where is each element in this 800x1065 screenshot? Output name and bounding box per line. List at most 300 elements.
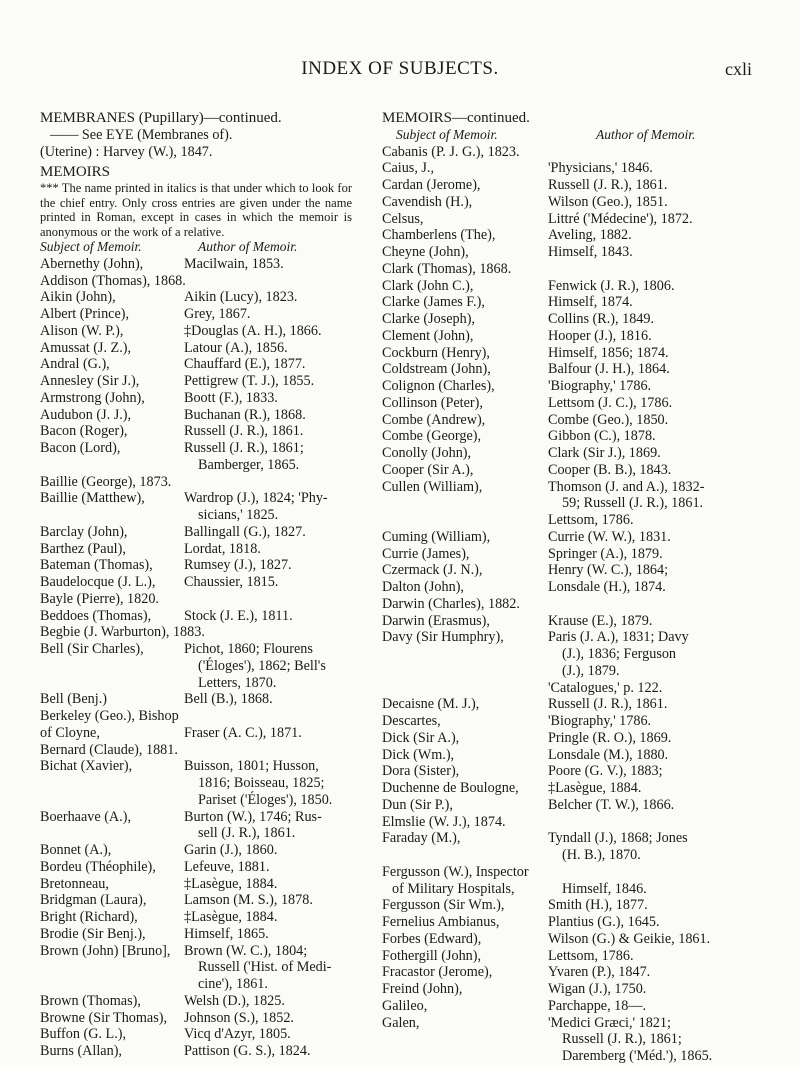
author-line: Currie (W. W.), 1831. xyxy=(548,528,671,545)
subject-line: Cuming (William), xyxy=(382,528,491,545)
memoir-author xyxy=(184,725,352,742)
author-line: Pringle (R. O.), 1869. xyxy=(548,729,672,746)
author-heading: Author of Memoir. xyxy=(596,126,696,142)
author-line: (H. B.), 1870. xyxy=(562,847,641,863)
author-line: Letters, 1870. xyxy=(198,674,277,691)
memoir-subject xyxy=(382,948,548,965)
subject-line: Bacon (Roger), xyxy=(40,423,128,440)
subject-line: Barthez (Paul), xyxy=(40,540,126,557)
index-entry xyxy=(40,892,352,909)
memoir-subject xyxy=(382,462,548,479)
author-line: Springer (A.), 1879. xyxy=(548,545,663,562)
author-line: 'Catalogues,' p. 122. xyxy=(548,679,663,696)
author-line: Daremberg ('Méd.'), 1865. xyxy=(562,1048,713,1064)
author-line: ('Éloges'), 1862; Bell's xyxy=(198,657,326,674)
author-line: Russell ('Hist. of Medi- xyxy=(198,959,332,976)
memoir-subject xyxy=(40,407,184,424)
author-line: Garin (J.), 1860. xyxy=(184,842,278,858)
subject-line: Decaisne (M. J.), xyxy=(382,696,480,713)
memoir-author xyxy=(184,390,352,407)
subject-line: Fergusson (W.), Inspector xyxy=(382,863,529,880)
author-line: Lefeuve, 1881. xyxy=(184,858,270,875)
subject-line: Audubon (J. J.), xyxy=(40,406,132,423)
author-line: 1816; Boisseau, 1825; xyxy=(198,775,325,791)
index-entry xyxy=(382,294,760,311)
index-entry xyxy=(40,373,352,390)
memoir-subject xyxy=(382,211,548,228)
author-line: Lettsom (J. C.), 1786. xyxy=(548,394,673,411)
subject-line: Bordeu (Théophile), xyxy=(40,858,156,875)
memoir-author xyxy=(548,378,760,395)
memoir-author xyxy=(184,407,352,424)
memoir-subject xyxy=(382,562,548,579)
right-column xyxy=(382,110,760,1065)
column-headings xyxy=(40,239,352,256)
memoir-author xyxy=(548,227,760,244)
memoir-subject xyxy=(40,892,184,909)
section-heading-memoirs: MEMOIRS xyxy=(40,164,111,181)
memoir-author xyxy=(548,244,760,261)
author-line: Burton (W.), 1746; Rus- xyxy=(184,808,322,825)
left-column xyxy=(40,110,352,1060)
author-line: Belcher (T. W.), 1866. xyxy=(548,796,675,813)
memoir-author xyxy=(184,356,352,373)
index-entry: Bayle (Pierre), 1820. xyxy=(40,590,159,607)
author-line: 'Physicians,' 1846. xyxy=(548,160,653,177)
memoir-subject xyxy=(382,412,548,429)
memoir-subject xyxy=(382,294,548,311)
memoir-author xyxy=(548,763,760,780)
index-entry: Elmslie (W. J.), 1874. xyxy=(382,813,506,830)
memoir-author xyxy=(548,529,760,546)
subject-line: Davy (Sir Humphry), xyxy=(382,629,504,646)
author-line: Rumsey (J.), 1827. xyxy=(184,557,292,574)
page-header xyxy=(0,58,800,84)
memoir-subject xyxy=(40,758,184,775)
index-entry: Addison (Thomas), 1868. xyxy=(40,272,186,289)
memoir-subject xyxy=(382,445,548,462)
memoir-subject xyxy=(382,613,548,630)
memoir-author xyxy=(184,993,352,1010)
author-line: ‡Lasègue, 1884. xyxy=(184,909,278,925)
index-entry xyxy=(382,227,760,244)
memoir-subject xyxy=(382,998,548,1015)
author-line: Plantius (G.), 1645. xyxy=(548,914,660,930)
subject-line: Faraday (M.), xyxy=(382,830,461,847)
memoir-subject xyxy=(40,608,184,625)
author-line: cine'), 1861. xyxy=(198,976,268,992)
subject-line: Bright (Richard), xyxy=(40,909,138,925)
entry-uterine: (Uterine) : Harvey (W.), 1847. xyxy=(40,143,213,160)
author-line: Russell (J. R.), 1861; xyxy=(562,1031,682,1048)
subject-line: of Military Hospitals, xyxy=(392,880,515,897)
memoir-author xyxy=(548,194,760,211)
memoir-author xyxy=(548,177,760,194)
subject-line: Clarke (Joseph), xyxy=(382,311,475,327)
subject-line: Alison (W. P.), xyxy=(40,322,124,339)
subject-line: Beddoes (Thomas), xyxy=(40,607,152,624)
author-line: Wilson (Geo.), 1851. xyxy=(548,193,668,210)
subject-line: Dun (Sir P.), xyxy=(382,796,453,813)
memoir-subject xyxy=(382,763,548,780)
author-line: Chauffard (E.), 1877. xyxy=(184,356,306,373)
index-entry xyxy=(40,490,352,524)
author-line: Grey, 1867. xyxy=(184,306,251,322)
memoir-author xyxy=(184,306,352,323)
subject-line: Dalton (John), xyxy=(382,579,464,595)
subject-line: Boerhaave (A.), xyxy=(40,808,131,825)
running-title: INDEX OF SUBJECTS. xyxy=(301,58,499,79)
left-entries xyxy=(40,256,352,1060)
author-line: Himself, 1874. xyxy=(548,294,633,311)
index-entry xyxy=(382,361,760,378)
author-line: Wilson (G.) & Geikie, 1861. xyxy=(548,930,711,947)
index-entry xyxy=(40,691,352,708)
subject-line: Chamberlens (The), xyxy=(382,227,496,244)
subject-line: Duchenne de Boulogne, xyxy=(382,780,519,796)
author-line: Lettsom, 1786. xyxy=(548,947,634,964)
subject-line: Coldstream (John), xyxy=(382,361,491,378)
memoir-subject xyxy=(382,244,548,261)
index-entry xyxy=(382,311,760,328)
memoir-subject xyxy=(382,378,548,395)
memoir-subject xyxy=(382,696,548,713)
subject-line: Darwin (Erasmus), xyxy=(382,612,490,629)
index-entry xyxy=(40,1010,352,1027)
index-entry xyxy=(40,758,352,808)
subject-line: Bichat (Xavier), xyxy=(40,758,133,775)
memoir-author xyxy=(184,943,352,993)
editorial-note: *** The name printed in italics is that under which to look for the chief entry. Only cross entries are given under the name printed in Roman, except in cases in which the memoir is anonymous or the work of a relative. xyxy=(40,181,352,239)
author-line: Aikin (Lucy), 1823. xyxy=(184,289,298,306)
index-entry xyxy=(40,909,352,926)
subject-line: Forbes (Edward), xyxy=(382,930,482,947)
memoir-subject xyxy=(40,943,184,960)
author-line xyxy=(548,864,760,881)
index-entry xyxy=(382,696,760,713)
index-entry: Clark (Thomas), 1868. xyxy=(382,260,512,277)
memoir-author xyxy=(184,574,352,591)
memoir-subject xyxy=(40,557,184,574)
index-entry xyxy=(40,524,352,541)
memoir-author xyxy=(548,278,760,295)
memoir-subject xyxy=(382,830,548,847)
memoir-author xyxy=(184,876,352,893)
author-line: Himself, 1856; 1874. xyxy=(548,344,669,361)
index-entry xyxy=(40,574,352,591)
index-entry: Cabanis (P. J. G.), 1823. xyxy=(382,143,520,160)
author-line: Lordat, 1818. xyxy=(184,540,261,557)
memoir-subject xyxy=(40,373,184,390)
author-line: Pettigrew (T. J.), 1855. xyxy=(184,373,315,389)
memoir-author xyxy=(548,747,760,764)
memoir-subject xyxy=(382,864,548,898)
memoir-author xyxy=(548,311,760,328)
index-entry: Baillie (George), 1873. xyxy=(40,473,172,490)
author-line: 59; Russell (J. R.), 1861. xyxy=(562,495,704,512)
author-line: sicians,' 1825. xyxy=(198,507,279,523)
index-entry xyxy=(382,462,760,479)
index-entry xyxy=(40,725,352,742)
memoir-subject xyxy=(40,691,184,708)
subject-line: Cooper (Sir A.), xyxy=(382,461,474,478)
memoir-author xyxy=(548,361,760,378)
memoir-author xyxy=(184,1010,352,1027)
author-line: Poore (G. V.), 1883; xyxy=(548,763,663,780)
index-entry xyxy=(382,1015,760,1065)
memoir-subject xyxy=(40,423,184,440)
index-entry xyxy=(382,244,760,261)
subject-line: Combe (Andrew), xyxy=(382,411,486,428)
subject-line xyxy=(382,680,548,697)
subject-line: Dora (Sister), xyxy=(382,763,460,780)
subject-line: Descartes, xyxy=(382,713,441,729)
author-line: Pichot, 1860; Flourens xyxy=(184,641,313,657)
entry-see-eye: —— See EYE (Membranes of). xyxy=(50,126,233,143)
subject-line: Barclay (John), xyxy=(40,523,128,540)
memoir-author xyxy=(184,289,352,306)
author-line: Himself, 1865. xyxy=(184,925,269,942)
memoir-author xyxy=(548,864,760,898)
index-entry: Begbie (J. Warburton), 1883. xyxy=(40,624,205,641)
memoir-author xyxy=(184,373,352,390)
index-entry xyxy=(382,780,760,797)
memoir-subject xyxy=(382,747,548,764)
author-line: ‡Lasègue, 1884. xyxy=(548,780,642,796)
author-line: Welsh (D.), 1825. xyxy=(184,992,285,1009)
memoir-author xyxy=(184,440,352,474)
memoir-author xyxy=(548,345,760,362)
subject-line: Bonnet (A.), xyxy=(40,842,112,858)
index-entry: Berkeley (Geo.), Bishop xyxy=(40,708,179,724)
index-entry xyxy=(382,395,760,412)
subject-line: Bacon (Lord), xyxy=(40,440,121,456)
subject-line: Brown (John) [Bruno], xyxy=(40,942,171,959)
author-line: Paris (J. A.), 1831; Davy xyxy=(548,629,689,646)
memoir-author xyxy=(184,541,352,558)
subject-line: Brodie (Sir Benj.), xyxy=(40,925,146,942)
index-entry xyxy=(382,797,760,814)
subject-line: Bell (Benj.) xyxy=(40,691,107,708)
memoir-subject xyxy=(382,797,548,814)
index-entry xyxy=(40,340,352,357)
memoir-subject xyxy=(382,160,548,177)
author-line: Wardrop (J.), 1824; 'Phy- xyxy=(184,490,328,507)
author-line: Krause (E.), 1879. xyxy=(548,612,653,629)
memoir-subject xyxy=(382,546,548,563)
memoir-subject xyxy=(382,278,548,295)
memoir-subject xyxy=(382,328,548,345)
index-entry xyxy=(382,680,760,697)
index-entry xyxy=(382,613,760,630)
author-line: Lettsom, 1786. xyxy=(548,512,634,528)
author-line: Brown (W. C.), 1804; xyxy=(184,942,308,959)
author-line: Fenwick (J. R.), 1806. xyxy=(548,277,675,294)
memoir-author xyxy=(548,931,760,948)
subject-line: Celsus, xyxy=(382,210,424,227)
index-entry xyxy=(382,428,760,445)
memoir-author xyxy=(548,613,760,630)
author-line: Johnson (S.), 1852. xyxy=(184,1009,294,1026)
author-line: Clark (Sir J.), 1869. xyxy=(548,445,661,461)
index-entry xyxy=(382,378,760,395)
subject-line: Dick (Wm.), xyxy=(382,746,455,763)
index-entry xyxy=(382,512,760,529)
index-entry xyxy=(40,876,352,893)
memoir-author xyxy=(184,340,352,357)
subject-line: Fergusson (Sir Wm.), xyxy=(382,897,505,914)
memoir-author xyxy=(184,909,352,926)
author-line: Russell (J. R.), 1861. xyxy=(184,423,304,440)
right-entries xyxy=(382,144,760,1065)
author-line: Thomson (J. and A.), 1832- xyxy=(548,478,705,495)
index-entry xyxy=(382,964,760,981)
memoir-author xyxy=(548,780,760,797)
author-line: ‡Douglas (A. H.), 1866. xyxy=(184,322,322,339)
memoir-author xyxy=(184,323,352,340)
memoir-subject xyxy=(40,323,184,340)
memoir-subject xyxy=(382,730,548,747)
memoir-subject xyxy=(382,713,548,730)
author-line: sell (J. R.), 1861. xyxy=(198,825,296,842)
subject-line: Clarke (James F.), xyxy=(382,294,485,311)
subject-heading: Subject of Memoir. xyxy=(396,126,498,142)
memoir-subject xyxy=(382,194,548,211)
index-entry xyxy=(40,1026,352,1043)
author-line: Collins (R.), 1849. xyxy=(548,311,655,327)
subject-line: Bretonneau, xyxy=(40,875,109,892)
memoir-subject xyxy=(40,574,184,591)
index-entry xyxy=(40,356,352,373)
index-entry xyxy=(382,278,760,295)
memoir-subject xyxy=(40,289,184,306)
memoir-author xyxy=(548,797,760,814)
subject-line: Andral (G.), xyxy=(40,356,110,373)
memoir-subject xyxy=(40,390,184,407)
subject-line: Armstrong (John), xyxy=(40,389,145,406)
memoir-author xyxy=(548,160,760,177)
memoir-author xyxy=(548,680,760,697)
author-line: Pariset ('Éloges'), 1850. xyxy=(198,791,333,808)
memoir-author xyxy=(184,641,352,691)
memoir-subject xyxy=(382,361,548,378)
memoir-subject xyxy=(40,1043,184,1060)
subject-line: Colignon (Charles), xyxy=(382,378,495,394)
memoir-subject xyxy=(382,931,548,948)
subject-line: Bridgman (Laura), xyxy=(40,892,147,909)
memoir-author xyxy=(184,1026,352,1043)
author-line: Parchappe, 18—. xyxy=(548,997,647,1014)
memoir-subject xyxy=(382,964,548,981)
memoir-subject xyxy=(40,306,184,323)
subject-line: Abernethy (John), xyxy=(40,255,144,272)
index-entry xyxy=(382,211,760,228)
memoir-subject xyxy=(40,440,184,457)
index-entry xyxy=(382,897,760,914)
memoir-author xyxy=(548,479,760,513)
memoir-subject xyxy=(40,641,184,658)
memoir-subject xyxy=(40,926,184,943)
subject-line: Fracastor (Jerome), xyxy=(382,964,493,981)
memoir-subject xyxy=(382,345,548,362)
memoir-subject xyxy=(40,809,184,826)
author-line: Stock (J. E.), 1811. xyxy=(184,607,293,624)
index-entry xyxy=(382,546,760,563)
subject-line: Combe (George), xyxy=(382,428,482,445)
subject-line: Annesley (Sir J.), xyxy=(40,373,140,389)
subject-heading: Subject of Memoir. xyxy=(40,239,142,254)
memoir-author xyxy=(548,964,760,981)
index-entry xyxy=(40,859,352,876)
author-line: Pattison (G. S.), 1824. xyxy=(184,1043,311,1059)
index-entry xyxy=(382,479,760,513)
memoir-author xyxy=(548,445,760,462)
memoir-author xyxy=(548,412,760,429)
index-entry xyxy=(382,763,760,780)
index-entry xyxy=(382,562,760,579)
memoir-subject xyxy=(382,780,548,797)
memoir-author xyxy=(184,758,352,808)
author-line: Hooper (J.), 1816. xyxy=(548,327,652,344)
memoir-subject xyxy=(40,524,184,541)
index-entry xyxy=(382,529,760,546)
author-line: Balfour (J. H.), 1864. xyxy=(548,361,670,378)
author-line: Lamson (M. S.), 1878. xyxy=(184,892,313,909)
index-entry xyxy=(382,177,760,194)
subject-line: Cavendish (H.), xyxy=(382,193,473,210)
memoir-subject xyxy=(382,914,548,931)
subject-line: Cardan (Jerome), xyxy=(382,177,481,193)
memoir-author xyxy=(548,328,760,345)
index-entry xyxy=(40,423,352,440)
author-line: 'Biography,' 1786. xyxy=(548,713,652,729)
memoir-subject xyxy=(40,993,184,1010)
memoir-author xyxy=(548,998,760,1015)
index-entry xyxy=(382,730,760,747)
index-entry xyxy=(382,194,760,211)
subject-line: Fothergill (John), xyxy=(382,947,482,964)
subject-line xyxy=(382,512,548,529)
index-entry xyxy=(40,1043,352,1060)
memoir-author xyxy=(184,691,352,708)
memoir-author xyxy=(548,948,760,965)
author-line: Combe (Geo.), 1850. xyxy=(548,411,669,428)
index-entry xyxy=(382,412,760,429)
index-entry xyxy=(382,629,760,679)
index-entry: Bernard (Claude), 1881. xyxy=(40,741,178,758)
memoir-author xyxy=(548,981,760,998)
subject-line: Freind (John), xyxy=(382,981,463,997)
author-line: Lonsdale (H.), 1874. xyxy=(548,579,666,595)
memoir-author xyxy=(548,897,760,914)
subject-line: Fernelius Ambianus, xyxy=(382,914,500,930)
subject-line: Cullen (William), xyxy=(382,478,483,495)
author-line: (J.), 1836; Ferguson xyxy=(562,646,677,662)
memoir-subject xyxy=(382,227,548,244)
index-entry xyxy=(40,289,352,306)
author-line: Buchanan (R.), 1868. xyxy=(184,406,306,423)
memoir-subject xyxy=(40,1010,184,1027)
memoir-author xyxy=(548,546,760,563)
author-line: Gibbon (C.), 1878. xyxy=(548,428,656,445)
subject-line: Cheyne (John), xyxy=(382,244,469,260)
index-entry xyxy=(382,914,760,931)
author-line: Buisson, 1801; Husson, xyxy=(184,758,319,775)
index-entry xyxy=(382,328,760,345)
memoir-author xyxy=(184,423,352,440)
memoir-author xyxy=(184,842,352,859)
index-entry xyxy=(382,830,760,864)
